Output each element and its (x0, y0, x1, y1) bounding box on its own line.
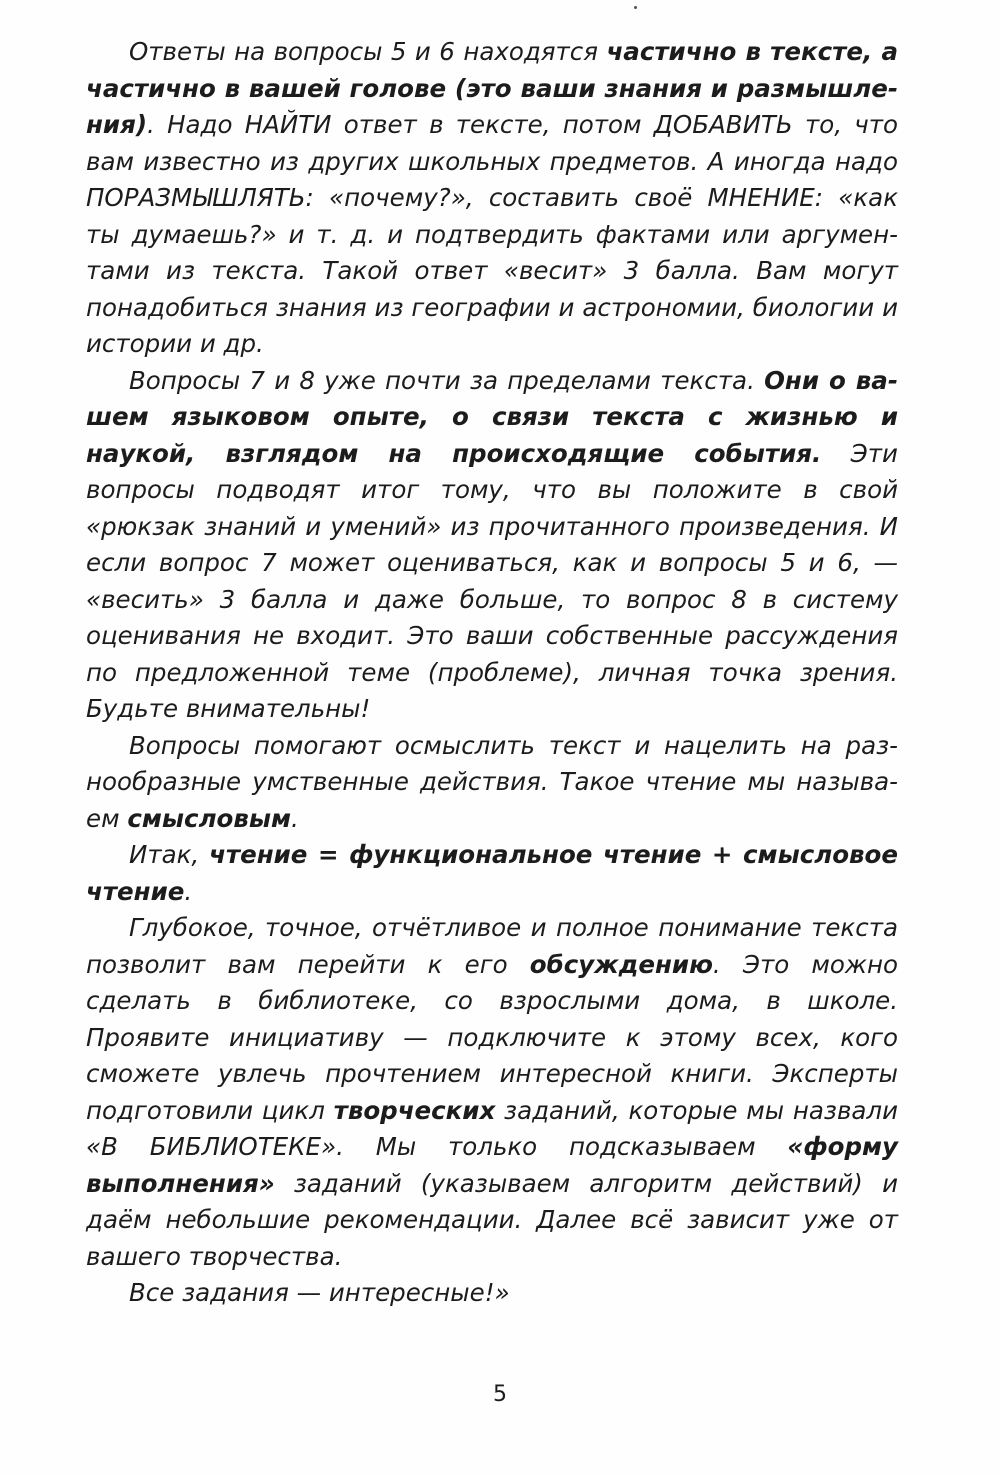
text-segment: Вопросы помогают осмыслить текст и нацелить на разнообразные умственные действия. Такое чтение мы называем (86, 730, 898, 833)
text-segment-bold: смысловым (127, 803, 292, 833)
paragraph-answers-5-6 (86, 34, 898, 363)
page-number: 5 (493, 1382, 507, 1407)
paragraph-questions-7-8 (86, 363, 898, 728)
paragraph-meaningful-reading (86, 728, 898, 838)
paragraph-discussion (86, 910, 898, 1275)
body-text (86, 34, 898, 1312)
text-segment-bold: Они о вашем языковом опыте, о связи текста с жизнью и наукой, взглядом на происходящие события. (86, 365, 898, 468)
text-segment-bold: частично в тексте, а частично в вашей голове (это ваши знания и размышления) (86, 37, 898, 139)
text-segment: . (184, 876, 193, 906)
text-segment: заданий, которые мы назвали «В БИБЛИОТЕКЕ». Мы только подсказываем (86, 1095, 898, 1161)
text-segment: Ответы на вопросы 5 и 6 находятся (129, 37, 607, 66)
paragraph-reading-formula (86, 837, 898, 910)
text-segment: Глубокое, точное, отчётливое и полное понимание текста позволит вам перейти к его (86, 913, 898, 979)
paragraph-closing (86, 1275, 898, 1312)
text-segment: Эти вопросы подводят итог тому, что вы положите в свой «рюкзак знаний и умений» из прочитанного произведения. И если вопрос 7 может оцениваться, как и вопросы 5 и 6, — «весить» 3 балла и даже больше, то вопрос 8 в систему оценивания не входит. Это ваши собственные рассуждения по предложенной теме (проблеме), личная точка зрения. Будьте внимательны! (86, 438, 898, 723)
text-segment-bold: «форму выполнения» (86, 1132, 898, 1198)
text-segment: заданий (указываем алгоритм действий) и даём небольшие рекомендации. Далее всё зависит уже от вашего творчества. (86, 1168, 898, 1271)
text-segment: Вопросы 7 и 8 уже почти за пределами текста. (129, 365, 765, 395)
text-segment: . (291, 803, 299, 833)
text-segment-bold: обсуждению (529, 949, 713, 979)
text-segment: . Надо НАЙТИ ответ в тексте, потом ДОБАВИТЬ то, что вам известно из других школьных предметов. А иногда надо ПОРАЗМЫШЛЯТЬ: «почему?», составить своё МНЕНИЕ: «как ты думаешь?» и т. д. и подтвердить фактами или аргументами из текста. Такой ответ «весит» 3 балла. Вам могут понадобиться знания из географии и астрономии, биологии и истории и др. (86, 110, 898, 358)
text-segment-bold: творческих (333, 1095, 496, 1125)
text-segment: Все задания — интересные!» (129, 1278, 510, 1307)
text-segment: Итак, (129, 840, 210, 869)
scan-speck (634, 6, 637, 9)
text-segment-bold: чтение = функциональное чтение + смысловое чтение (86, 840, 898, 906)
text-segment: . Это можно сделать в библиотеке, со взрослыми дома, в школе. Проявите инициативу — подключите к этому всех, кого сможете увлечь прочтением интересной книги. Эксперты подготовили цикл (86, 949, 898, 1125)
